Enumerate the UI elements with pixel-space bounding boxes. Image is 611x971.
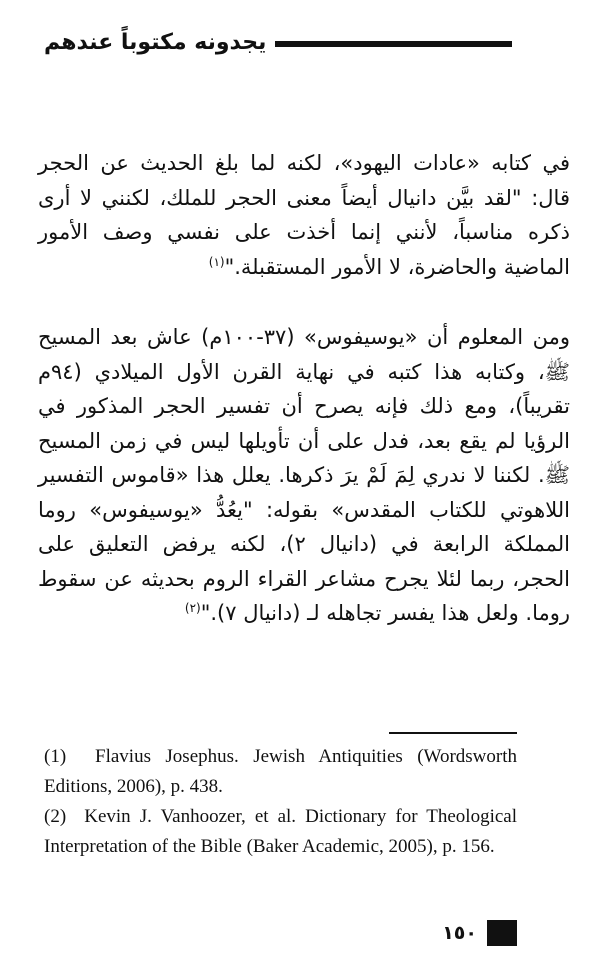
footnote-ref-1: (١) [208,254,225,269]
footnote-label: (2) [44,806,67,827]
running-header-title: يجدونه مكتوباً عندهم [44,30,267,55]
paragraph-1-text: في كتابه «عادات اليهود»، لكنه لما بلغ الحديث عن الحجر قال: "لقد بيَّن دانيال أيضاً معنى الحجر للملك، لكنني لا أرى ذكره مناسباً، لأنني إنما أخذت على نفسي وصف الأمور الماضية والحاضرة، لا الأمور المستقبلة." [38,151,570,279]
page-number: ١٥٠ [442,922,477,944]
footnote-1 [44,742,517,802]
page-footer [442,920,517,946]
footnote-text: Flavius Josephus. Jewish Antiquities (Wordsworth Editions, 2006), p. 438. [44,746,517,797]
footnote-2 [44,802,517,862]
header-rule [275,41,512,47]
running-header [44,28,514,64]
paragraph-2-text: ومن المعلوم أن «يوسيفوس» (٣٧-١٠٠م) عاش بعد المسيح ﷺ، وكتابه هذا كتبه في نهاية القرن الأول الميلادي (٩٤م تقريباً)، ومع ذلك فإنه يصرح أن تفسير الحجر المذكور في الرؤيا لم يقع بعد، فدل على أن تأويلها ليس في زمن المسيح ﷺ. لكننا لا ندري لِمَ لَمْ يرَ ذكرها. يعلل هذا «قاموس التفسير اللاهوتي للكتاب المقدس» بقوله: "يعُدُّ «يوسيفوس» روما المملكة الرابعة في (دانيال ٢)، لكنه يرفض التعليق على الحجر، ربما لئلا يجرح مشاعر القراء الروم بحديثه عن سقوط روما. ولعل هذا يفسر تجاهله لـ (دانيال ٧)." [38,325,570,625]
footnote-divider [389,732,517,734]
footer-block-mark [487,920,517,946]
footnotes [44,742,517,862]
footnote-label: (1) [44,746,67,767]
footnote-text: Kevin J. Vanhoozer, et al. Dictionary for Theological Interpretation of the Bible (Baker Academic, 2005), p. 156. [44,806,517,857]
footnote-ref-2: (٢) [184,601,201,615]
body-paragraph-1 [38,146,570,284]
body-paragraph-2 [38,320,570,631]
